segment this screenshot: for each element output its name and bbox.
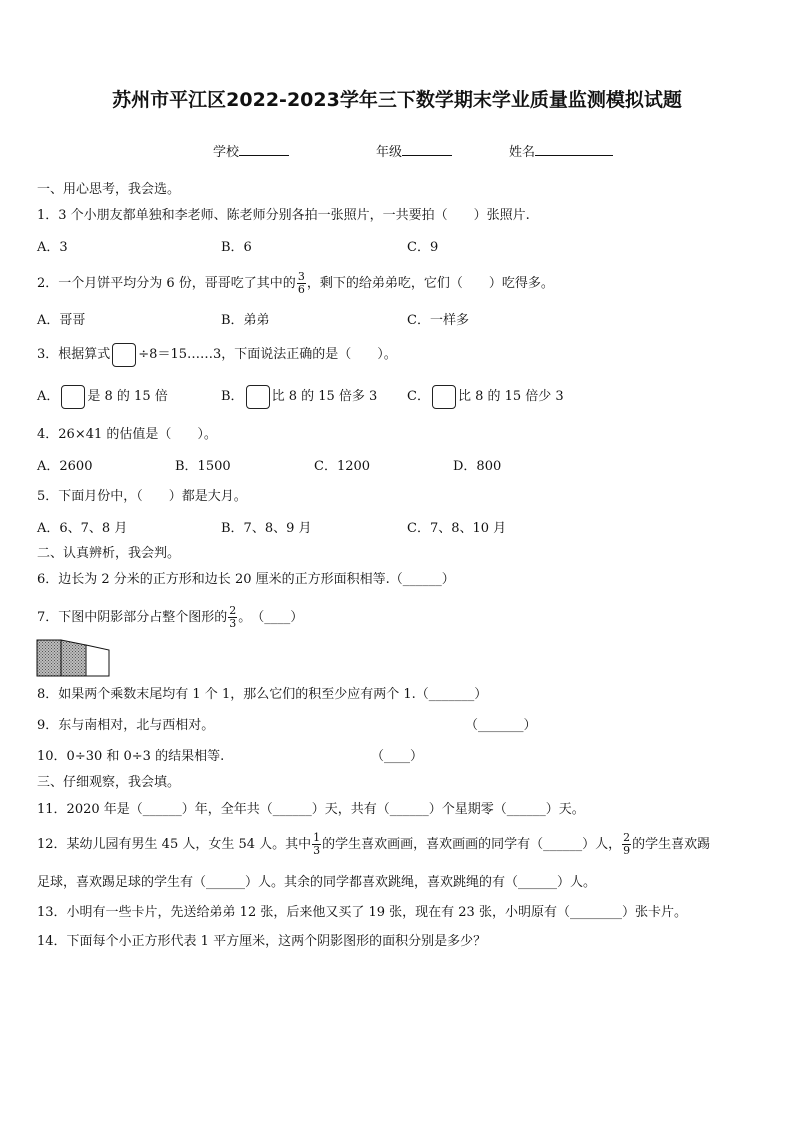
q12-denominator-2: 9 [623,844,631,857]
q9-answer-blank[interactable]: （_______） [465,718,537,733]
question-8: 8．如果两个乘数末尾均有 1 个 1，那么它们的积至少应有两个 1.（_______） [37,687,488,702]
q3-option-c[interactable] [407,384,564,410]
q2-option-a[interactable]: A．哥哥 [37,313,86,328]
section-3-heading: 三、仔细观察，我会填。 [37,775,181,790]
q12-fraction-2 [622,832,631,857]
q7-shaded-section-1 [37,640,61,676]
q7-text-pre: 7．下图中阴影部分占整个图形的 [37,610,228,625]
q3-b-text: 比 8 的 15 倍多 3 [271,389,378,404]
question-12-line-2: 足球，喜欢踢足球的学生有（______）人。其余的同学都喜欢跳绳，喜欢跳绳的有（______）人。 [37,875,597,890]
q4-option-d[interactable]: D．800 [453,459,502,474]
question-14: 14．下面每个小正方形代表 1 平方厘米，这两个阴影图形的面积分别是多少？ [37,934,487,949]
q3-c-box [432,385,456,409]
q3-option-b[interactable] [221,384,377,410]
q5-option-b[interactable]: B．7、8、9 月 [221,521,312,536]
q2-numerator: 3 [297,270,305,283]
q2-fraction [297,271,306,296]
grade-field [376,141,452,162]
q3-option-a[interactable] [37,384,168,410]
q1-option-c[interactable]: C．9 [407,240,439,255]
question-3 [37,342,397,368]
question-11: 11．2020 年是（______）年，全年共（______）天，共有（______）个星期零（______）天。 [37,802,585,817]
q3-c-text: 比 8 的 15 倍少 3 [457,389,564,404]
q7-shaded-figure [36,639,112,679]
name-label: 姓名 [509,145,536,160]
q12-denominator-1: 3 [313,844,321,857]
school-field [213,141,289,162]
question-13: 13．小明有一些卡片，先送给弟弟 12 张，后来他又买了 19 张，现在有 23 张，小明原有（________）张卡片。 [37,905,687,920]
q3-b-box [246,385,270,409]
q5-option-a[interactable]: A．6、7、8 月 [37,521,128,536]
q12-numerator-1: 1 [313,831,321,844]
q4-option-c[interactable]: C．1200 [314,459,371,474]
question-7 [37,602,303,634]
q7-denominator: 3 [229,617,237,630]
question-1: 1．3 个小朋友都单独和李老师、陈老师分别各拍一张照片，一共要拍（ ）张照片. [37,208,530,223]
grade-blank[interactable] [402,141,452,156]
q3-text-pre: 3．根据算式 [37,347,111,362]
q3-answer-box [112,343,136,367]
q3-a-text: 是 8 的 15 倍 [87,389,168,404]
question-10: 10．0÷30 和 0÷3 的结果相等. [37,749,225,764]
school-label: 学校 [213,145,240,160]
q3-a-label: A． [37,389,60,404]
section-1-heading: 一、用心思考，我会选。 [37,182,181,197]
q2-denominator: 6 [297,283,305,296]
q3-text-post: ÷8＝15……3，下面说法正确的是（ ）。 [138,347,397,362]
q2-option-b[interactable]: B．弟弟 [221,313,270,328]
q7-fraction [228,605,237,630]
question-5: 5．下面月份中，（ ）都是大月。 [37,489,247,504]
question-9: 9．东与南相对，北与西相对。 [37,718,215,733]
q2-option-c[interactable]: C．一样多 [407,313,469,328]
name-field [509,141,613,162]
question-4: 4．26×41 的估值是（ ）。 [37,427,217,442]
q12-text-pre: 12．某幼儿园有男生 45 人，女生 54 人。其中 [37,837,312,852]
q5-option-c[interactable]: C．7、8、10 月 [407,521,507,536]
q7-numerator: 2 [229,604,237,617]
q10-answer-blank[interactable]: （____） [371,749,424,764]
q1-option-b[interactable]: B．6 [221,240,252,255]
q2-text-pre: 2．一个月饼平均分为 6 份，哥哥吃了其中的 [37,276,296,291]
q7-text-post: 。 （____） [238,610,304,625]
q12-text-mid: 的学生喜欢画画，喜欢画画的同学有（______）人， [322,837,622,852]
q1-option-a[interactable]: A．3 [37,240,68,255]
q3-c-label: C． [407,389,430,404]
question-6: 6．边长为 2 分米的正方形和边长 20 厘米的正方形面积相等.（______） [37,572,455,587]
q2-text-post: ，剩下的给弟弟吃，它们（ ）吃得多。 [306,276,554,291]
q7-blank-section [86,645,109,676]
q4-option-b[interactable]: B．1500 [175,459,231,474]
page-title: 苏州市平江区2022-2023学年三下数学期末学业质量监测模拟试题 [112,89,682,111]
school-blank[interactable] [239,141,289,156]
name-blank[interactable] [535,141,613,156]
q4-option-a[interactable]: A．2600 [37,459,93,474]
grade-label: 年级 [376,145,403,160]
q12-text-post: 的学生喜欢踢 [632,837,711,852]
question-2 [37,265,554,303]
q12-fraction-1 [312,832,321,857]
q12-numerator-2: 2 [623,831,631,844]
q3-a-box [61,385,85,409]
question-12-line-1 [37,828,710,862]
q3-b-label: B． [221,389,244,404]
q7-shaded-section-2 [61,640,86,676]
section-2-heading: 二、认真辨析，我会判。 [37,546,181,561]
